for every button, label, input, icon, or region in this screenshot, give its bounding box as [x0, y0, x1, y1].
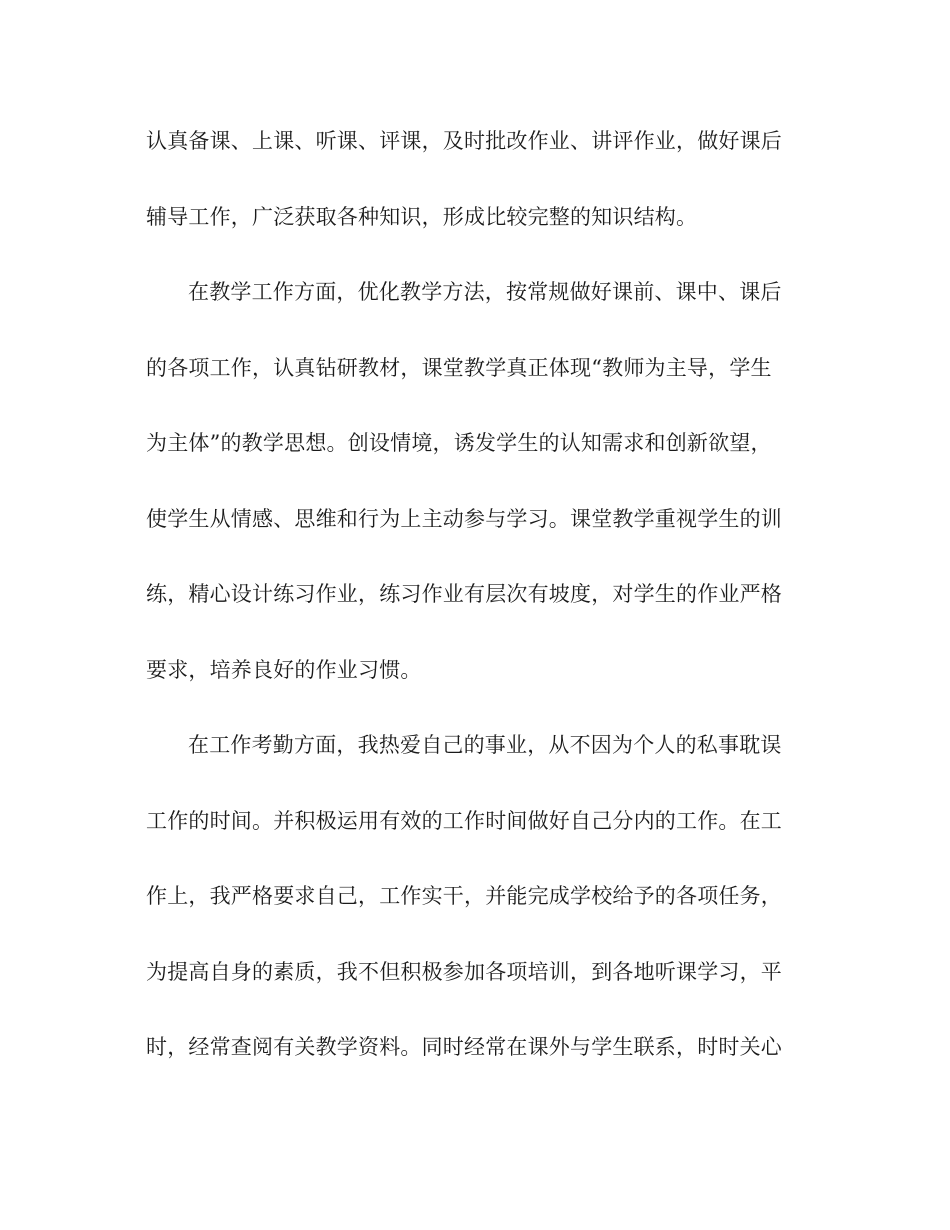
paragraph-first-line: 在工作考勤方面，我热爱自己的事业，从不因为个人的私事耽误	[188, 733, 782, 757]
text-line: 使学生从情感、思维和行为上主动参与学习。课堂教学重视学生的训	[146, 506, 782, 531]
paragraph-first-line: 在教学工作方面，优化教学方法，按常规做好课前、课中、课后	[188, 280, 782, 304]
text-line: 工作的时间。并积极运用有效的工作时间做好自己分内的工作。在工	[146, 808, 782, 833]
text-line: 辅导工作，广泛获取各种知识，形成比较完整的知识结构。	[146, 204, 698, 229]
text-line: 为提高自身的素质，我不但积极参加各项培训，到各地听课学习，平	[146, 959, 782, 984]
text-line: 认真备课、上课、听课、评课，及时批改作业、讲评作业，做好课后	[146, 129, 782, 153]
text-line: 的各项工作，认真钻研教材，课堂教学真正体现“教师为主导，学生	[146, 355, 772, 380]
text-line: 练，精心设计练习作业，练习作业有层次有坡度，对学生的作业严格	[146, 582, 782, 606]
text-line: 要求，培养良好的作业习惯。	[146, 657, 422, 682]
text-line: 作上，我严格要求自己，工作实干，并能完成学校给予的各项任务，	[146, 884, 782, 908]
document-body	[146, 104, 798, 1086]
text-line: 时，经常查阅有关教学资料。同时经常在课外与学生联系，时时关心	[146, 1035, 782, 1059]
text-line: 为主体”的教学思想。创设情境，诱发学生的认知需求和创新欲望，	[146, 431, 772, 455]
